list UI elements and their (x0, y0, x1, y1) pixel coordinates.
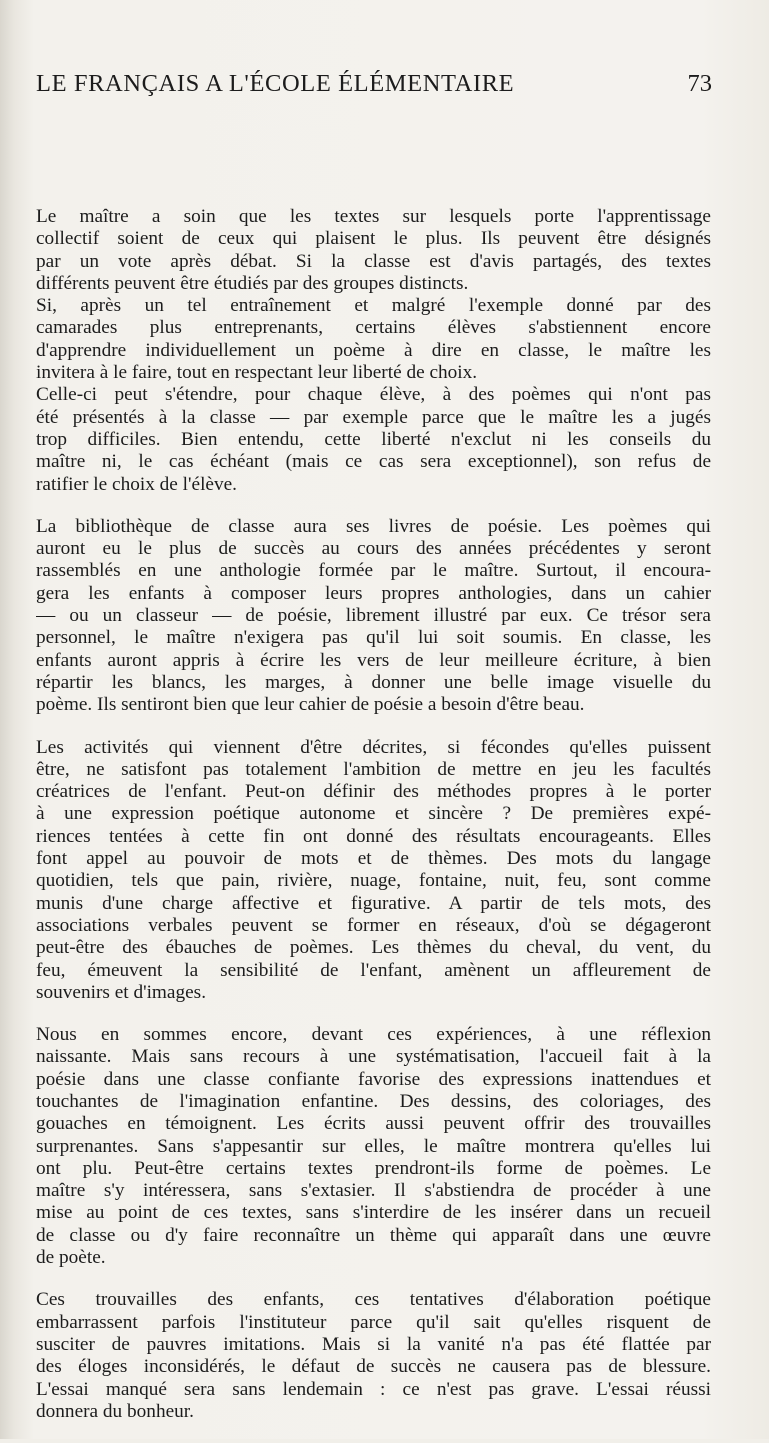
text-line: mise au point de ces textes, sans s'interdire de les insérer dans un recueil (36, 1202, 711, 1224)
paragraph (36, 1289, 711, 1423)
text-line: maître ni, le cas échéant (mais ce cas sera exceptionnel), son refus de (36, 451, 711, 473)
text-line: poésie dans une classe confiante favorise des expressions inattendues et (36, 1068, 711, 1090)
text-line: ont plu. Peut-être certains textes prendront-ils forme de poèmes. Le (36, 1157, 711, 1179)
text-line: été présentés à la classe — par exemple parce que le maître les a jugés (36, 406, 711, 428)
running-head (36, 70, 712, 102)
paragraph (36, 1024, 711, 1269)
chapter-title: LE FRANÇAIS A L'ÉCOLE ÉLÉMENTAIRE (36, 70, 515, 97)
text-line: gera les enfants à composer leurs propres anthologies, dans un cahier (36, 582, 711, 604)
text-line: invitera à le faire, tout en respectant leur liberté de choix. (36, 362, 478, 384)
text-line: donnera du bonheur. (36, 1400, 194, 1422)
text-line: font appel au pouvoir de mots et de thèmes. Des mots du langage (36, 848, 711, 870)
text-line: être, ne satisfont pas totalement l'ambition de mettre en jeu les facultés (36, 758, 711, 780)
text-line: des éloges inconsidérés, le défaut de succès ne causera pas de blessure. (36, 1356, 711, 1378)
paragraph (36, 516, 711, 717)
text-line: par un vote après débat. Si la classe est d'avis partagés, des textes (36, 250, 711, 272)
text-line: feu, émeuvent la sensibilité de l'enfant, amènent un affleurement de (36, 959, 711, 981)
paragraph (36, 206, 711, 496)
text-line: — ou un classeur — de poésie, librement illustré par eux. Ce trésor sera (36, 605, 711, 627)
text-line: Nous en sommes encore, devant ces expériences, à une réflexion (36, 1024, 711, 1046)
text-line: trop difficiles. Bien entendu, cette liberté n'exclut ni les conseils du (36, 428, 711, 450)
text-line: gouaches en témoignent. Les écrits aussi peuvent offrir des trouvailles (36, 1113, 711, 1135)
text-line: naissante. Mais sans recours à une systématisation, l'accueil fait à la (36, 1046, 711, 1068)
text-line: de classe ou d'y faire reconnaître un thème qui apparaît dans une œuvre (36, 1224, 711, 1246)
text-line: embarrassent parfois l'instituteur parce qu'il sait qu'elles risquent de (36, 1311, 711, 1333)
text-line: personnel, le maître n'exigera pas qu'il lui soit soumis. En classe, les (36, 627, 711, 649)
text-line: Le maître a soin que les textes sur lesquels porte l'apprentissage (36, 206, 711, 227)
text-line: enfants auront appris à écrire les vers de leur meilleure écriture, à bien (36, 649, 711, 671)
text-line: camarades plus entreprenants, certains élèves s'abstiennent encore (36, 317, 711, 339)
text-line: surprenantes. Sans s'appesantir sur elles, le maître montrera qu'elles lui (36, 1135, 711, 1157)
text-line: collectif soient de ceux qui plaisent le plus. Ils peuvent être désignés (36, 228, 711, 250)
text-line: Celle-ci peut s'étendre, pour chaque élève, à des poèmes qui n'ont pas (36, 384, 711, 406)
text-line: maître s'y intéressera, sans s'extasier. Il s'abstiendra de procéder à une (36, 1180, 711, 1202)
text-line: Si, après un tel entraînement et malgré l'exemple donné par des (36, 295, 711, 317)
text-line: Les activités qui viennent d'être décrites, si fécondes qu'elles puissent (36, 736, 711, 758)
text-line: touchantes de l'imagination enfantine. Des dessins, des coloriages, des (36, 1090, 711, 1112)
text-line: souvenirs et d'images. (36, 981, 207, 1003)
text-line: à une expression poétique autonome et sincère ? De premières expé- (36, 803, 711, 825)
text-line: ratifier le choix de l'élève. (36, 473, 238, 495)
text-line: Ces trouvailles des enfants, ces tentatives d'élaboration poétique (36, 1289, 711, 1311)
text-line: riences tentées à cette fin ont donné des résultats encourageants. Elles (36, 825, 711, 847)
text-line: rassemblés en une anthologie formée par le maître. Surtout, il encoura- (36, 560, 711, 582)
text-line: créatrices de l'enfant. Peut-on définir des méthodes propres à le porter (36, 781, 711, 803)
text-line: auront eu le plus de succès au cours des années précédentes y seront (36, 538, 711, 560)
page-number: 73 (687, 70, 712, 97)
text-line: d'apprendre individuellement un poème à dire en classe, le maître les (36, 339, 711, 361)
text-line: poème. Ils sentiront bien que leur cahier de poésie a besoin d'être beau. (36, 694, 585, 716)
paragraph (36, 737, 711, 1005)
text-line: différents peuvent être étudiés par des groupes distincts. (36, 272, 469, 294)
text-line: de poète. (36, 1247, 106, 1269)
text-line: quotidien, tels que pain, rivière, nuage, fontaine, nuit, feu, sont comme (36, 870, 711, 892)
text-line: répartir les blancs, les marges, à donner une belle image visuelle du (36, 671, 711, 693)
text-line: peut-être des ébauches de poèmes. Les thèmes du cheval, du vent, du (36, 937, 711, 959)
text-line: La bibliothèque de classe aura ses livres de poésie. Les poèmes qui (36, 515, 711, 537)
text-line: susciter de pauvres imitations. Mais si la vanité n'a pas été flattée par (36, 1333, 711, 1355)
text-line: L'essai manqué sera sans lendemain : ce n'est pas grave. L'essai réussi (36, 1378, 711, 1400)
body-text (36, 206, 711, 1443)
text-line: associations verbales peuvent se former en réseaux, d'où se dégageront (36, 914, 711, 936)
text-line: munis d'une charge affective et figurative. A partir de tels mots, des (36, 892, 711, 914)
